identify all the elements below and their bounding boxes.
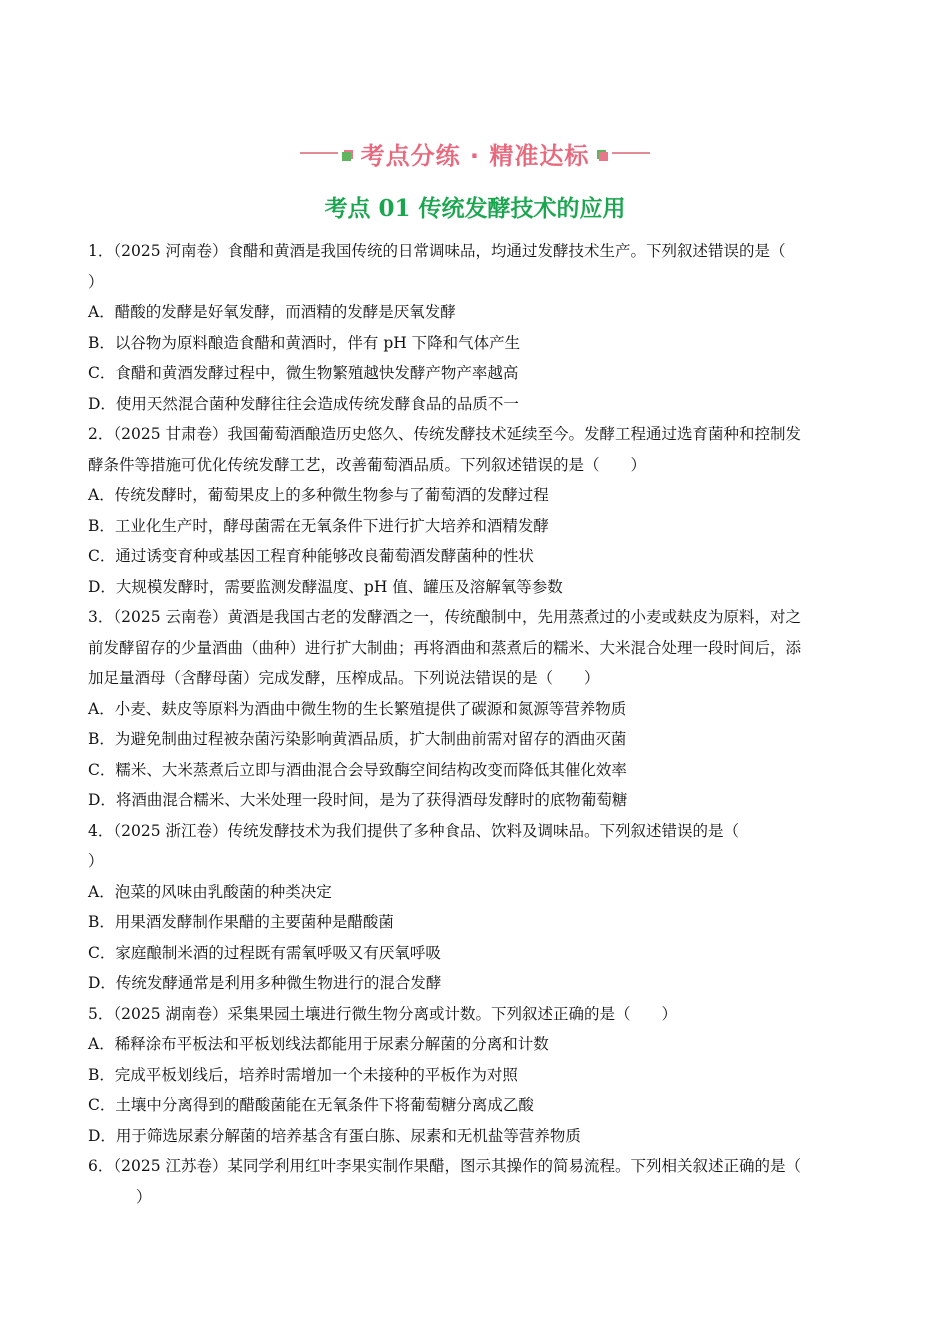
question-stem: 6．（2025 江苏卷）某同学利用红叶李果实制作果醋，图示其操作的简易流程。下列相关叙述正确的是（ (88, 1157, 801, 1175)
question-stem-continuation: 加足量酒母（含酵母菌）完成发酵，压榨成品。下列说法错误的是（ ） (88, 669, 600, 687)
option-b: B．工业化生产时，酵母菌需在无氧条件下进行扩大培养和酒精发酵 (88, 516, 549, 535)
question-stem-continuation: ） (88, 852, 104, 870)
option-b: B．用果酒发酵制作果醋的主要菌种是醋酸菌 (88, 913, 394, 931)
option-d: D．使用天然混合菌种发酵往往会造成传统发酵食品的品质不一 (88, 394, 519, 413)
question-stem: 2．（2025 甘肃卷）我国葡萄酒酿造历史悠久、传统发酵技术延续至今。发酵工程通过选育菌种和控制发 (88, 425, 801, 443)
question-1 (88, 236, 860, 419)
banner-left-square-icon (342, 152, 351, 161)
option-d: D．用于筛选尿素分解菌的培养基含有蛋白胨、尿素和无机盐等营养物质 (88, 1126, 581, 1145)
option-b: B．以谷物为原料酿造食醋和黄酒时，伴有 pH 下降和气体产生 (88, 333, 521, 352)
question-stem-continuation: ） (136, 1187, 152, 1206)
question-2 (88, 419, 860, 602)
option-a: A．稀释涂布平板法和平板划线法都能用于尿素分解菌的分离和计数 (88, 1035, 549, 1053)
question-5 (88, 999, 860, 1152)
option-a: A．醋酸的发酵是好氧发酵，而酒精的发酵是厌氧发酵 (88, 303, 456, 321)
banner-left-line (300, 152, 338, 154)
option-a: A．传统发酵时，葡萄果皮上的多种微生物参与了葡萄酒的发酵过程 (88, 486, 549, 504)
option-d: D．传统发酵通常是利用多种微生物进行的混合发酵 (88, 974, 442, 992)
option-a: A．泡菜的风味由乳酸菌的种类决定 (88, 882, 332, 901)
question-stem: 1．（2025 河南卷）食醋和黄酒是我国传统的日常调味品，均通过发酵技术生产。下列叙述错误的是（ (88, 242, 786, 260)
question-stem-continuation: ） (88, 272, 104, 291)
option-c: C．通过诱变育种或基因工程育种能够改良葡萄酒发酵菌种的性状 (88, 547, 534, 565)
option-d: D．将酒曲混合糯米、大米处理一段时间，是为了获得酒母发酵时的底物葡萄糖 (88, 791, 628, 809)
option-b: B．为避免制曲过程被杂菌污染影响黄酒品质，扩大制曲前需对留存的酒曲灭菌 (88, 730, 627, 748)
option-c: C．糯米、大米蒸煮后立即与酒曲混合会导致酶空间结构改变而降低其催化效率 (88, 760, 627, 779)
option-c: C．家庭酿制米酒的过程既有需氧呼吸又有厌氧呼吸 (88, 943, 441, 962)
option-b: B．完成平板划线后，培养时需增加一个未接种的平板作为对照 (88, 1065, 518, 1084)
section-banner (0, 136, 950, 170)
question-4 (88, 816, 860, 999)
option-c: C．土壤中分离得到的醋酸菌能在无氧条件下将葡萄糖分离成乙酸 (88, 1096, 534, 1114)
option-a: A．小麦、麸皮等原料为酒曲中微生物的生长繁殖提供了碳源和氮源等营养物质 (88, 699, 627, 718)
question-3 (88, 602, 860, 816)
question-stem: 4．（2025 浙江卷）传统发酵技术为我们提供了多种食品、饮料及调味品。下列叙述错误的是（ (88, 821, 739, 840)
question-6 (88, 1151, 860, 1212)
section-title: 考点 01 传统发酵技术的应用 (324, 195, 626, 222)
question-list (88, 236, 860, 1212)
question-stem-continuation: 前发酵留存的少量酒曲（曲种）进行扩大制曲；再将酒曲和蒸煮后的糯米、大米混合处理一段时间后，添 (88, 638, 802, 657)
banner-right-line (612, 152, 650, 154)
question-stem-continuation: 酵条件等措施可优化传统发酵工艺，改善葡萄酒品质。下列叙述错误的是（ ） (88, 455, 647, 474)
option-c: C．食醋和黄酒发酵过程中，微生物繁殖越快发酵产物产率越高 (88, 364, 519, 382)
question-stem: 3．（2025 云南卷）黄酒是我国古老的发酵酒之一，传统酿制中，先用蒸煮过的小麦或麸皮为原料，对之 (88, 608, 801, 626)
question-stem: 5．（2025 湖南卷）采集果园土壤进行微生物分离或计数。下列叙述正确的是（ ） (88, 1004, 677, 1023)
banner-right-square-icon (599, 152, 608, 161)
option-d: D．大规模发酵时，需要监测发酵温度、pH 值、罐压及溶解氧等参数 (88, 577, 563, 596)
banner-text: 考点分练 · 精准达标 (360, 141, 590, 170)
